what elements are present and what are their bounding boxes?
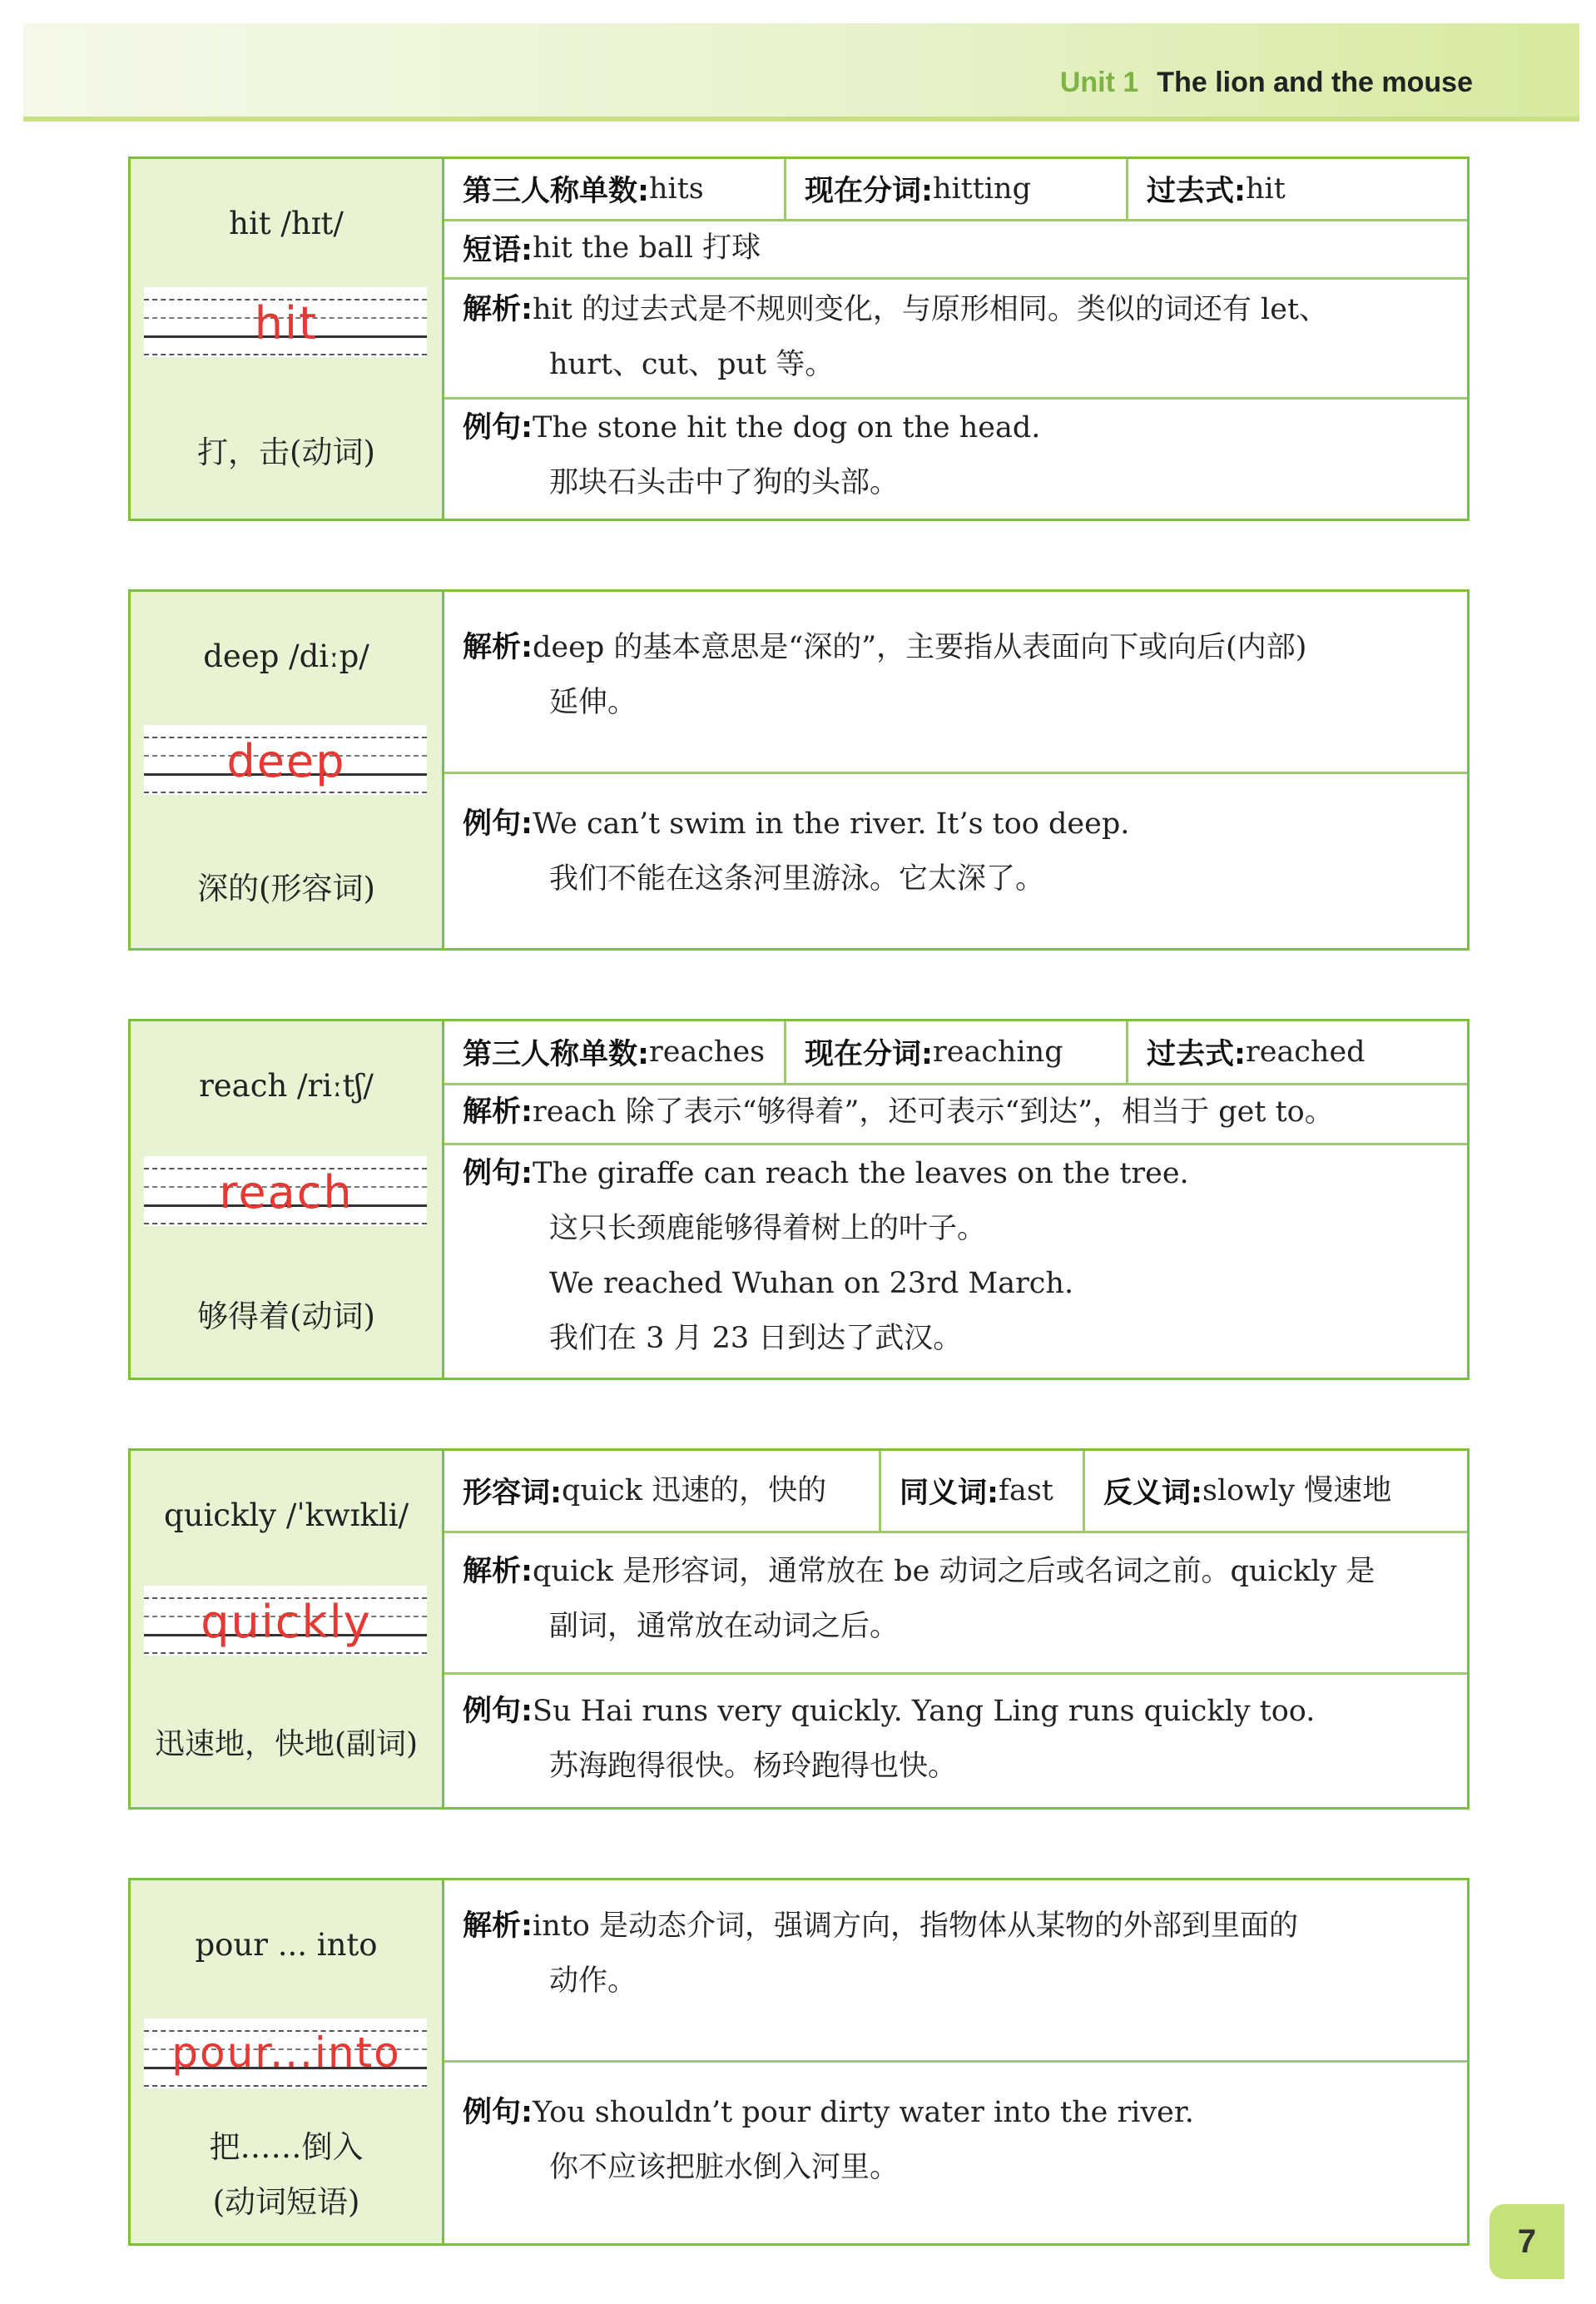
analysis-label: 解析: [463, 293, 533, 326]
word-meaning: 深的(形容词) [197, 871, 375, 906]
word-forms-row [444, 159, 1467, 221]
example-row [444, 1143, 1467, 1373]
form-value: reaches [649, 1035, 766, 1069]
unit-label: Unit 1 [1059, 67, 1139, 98]
handwritten-word: hit [254, 297, 319, 350]
word-card-reach [128, 1019, 1470, 1380]
analysis-text: into 是动态介词，强调方向，指物体从某物的外部到里面的 [533, 1909, 1298, 1943]
form-label: 第三人称单数: [463, 1038, 649, 1071]
analysis-row [444, 1880, 1467, 2063]
analysis-label: 解析: [463, 1095, 533, 1129]
example-row [444, 1672, 1467, 1802]
form-label: 形容词: [463, 1477, 562, 1510]
form-label: 反义词: [1103, 1477, 1202, 1510]
word-panel [131, 592, 444, 948]
example-text: We can’t swim in the river. It’s too deep. [533, 807, 1130, 841]
word-meaning: 迅速地，快地(副词) [154, 1727, 419, 1761]
handwritten-word: deep [226, 735, 346, 787]
example-label: 例句: [463, 1695, 533, 1728]
form-label: 同义词: [900, 1477, 999, 1510]
word-meaning: 够得着(动词) [197, 1298, 375, 1334]
word-card-pour-into [128, 1878, 1470, 2246]
word-panel [131, 1451, 444, 1807]
example-label: 例句: [463, 1157, 533, 1190]
form-value: slowly 慢速地 [1202, 1474, 1392, 1507]
example-label: 例句: [463, 807, 533, 841]
example-text: The stone hit the dog on the head. [533, 411, 1041, 444]
form-label: 过去式: [1147, 175, 1246, 208]
example-text: 那块石头击中了狗的头部。 [549, 466, 900, 499]
header-title [1060, 67, 1473, 99]
form-value: reached [1246, 1035, 1366, 1069]
analysis-row [444, 1531, 1467, 1675]
analysis-text: reach 除了表示“够得着”，还可表示“到达”，相当于 get to。 [533, 1095, 1334, 1129]
analysis-text: deep 的基本意思是“深的”，主要指从表面向下或向后(内部) [533, 631, 1307, 664]
analysis-row [444, 277, 1467, 400]
phrase-label: 短语: [463, 234, 533, 267]
word-card-hit [128, 156, 1470, 521]
word-panel [131, 1021, 444, 1378]
analysis-text: 副词，通常放在动词之后。 [549, 1610, 900, 1643]
form-label: 现在分词: [805, 1038, 933, 1071]
handwritten-word: reach [219, 1166, 354, 1219]
unit-title: The lion and the mouse [1157, 67, 1473, 98]
form-value: reaching [933, 1035, 1063, 1069]
example-row [444, 2060, 1467, 2238]
analysis-text: 延伸。 [549, 686, 637, 719]
word-forms-row [444, 1451, 1467, 1533]
headword: pour ... into [195, 1927, 378, 1963]
example-text: 你不应该把脏水倒入河里。 [549, 2151, 900, 2184]
form-value: hit [1246, 172, 1286, 206]
analysis-text: hurt、cut、put 等。 [549, 348, 835, 381]
analysis-row [444, 1083, 1467, 1145]
example-text: We reached Wuhan on 23rd March. [549, 1267, 1074, 1300]
word-forms-row [444, 1021, 1467, 1085]
form-value: fast [999, 1474, 1053, 1507]
form-value: hitting [933, 172, 1032, 206]
analysis-row [444, 592, 1467, 774]
analysis-label: 解析: [463, 631, 533, 664]
word-panel [131, 1880, 444, 2243]
example-text: 我们在 3 月 23 日到达了武汉。 [549, 1322, 963, 1355]
handwritten-word: quickly [201, 1596, 372, 1648]
form-label: 第三人称单数: [463, 175, 649, 208]
form-value: hits [649, 172, 704, 206]
form-value: quick 迅速的，快的 [562, 1474, 827, 1507]
example-row [444, 397, 1467, 514]
example-text: The giraffe can reach the leaves on the tree. [533, 1157, 1189, 1190]
headword: quickly /ˈkwɪkli/ [163, 1497, 409, 1533]
analysis-label: 解析: [463, 1555, 533, 1588]
word-panel [131, 159, 444, 519]
word-card-deep [128, 589, 1470, 951]
headword: reach /riːtʃ/ [199, 1068, 374, 1104]
analysis-text: quick 是形容词，通常放在 be 动词之后或名词之前。quickly 是 [533, 1555, 1375, 1588]
analysis-text: 动作。 [549, 1964, 637, 1998]
example-text: You shouldn’t pour dirty water into the river. [533, 2096, 1194, 2129]
example-text: Su Hai runs very quickly. Yang Ling runs quickly too. [533, 1695, 1316, 1728]
word-meaning-type: (动词短语) [212, 2184, 360, 2220]
word-card-quickly [128, 1448, 1470, 1810]
form-label: 过去式: [1147, 1038, 1246, 1071]
example-label: 例句: [463, 2096, 533, 2129]
analysis-label: 解析: [463, 1909, 533, 1943]
headword: hit /hɪt/ [229, 206, 344, 241]
example-label: 例句: [463, 411, 533, 444]
page-number: 7 [1489, 2204, 1564, 2279]
example-text: 苏海跑得很快。杨玲跑得也快。 [549, 1750, 958, 1783]
phrase-text: hit the ball 打球 [533, 231, 761, 265]
example-text: 我们不能在这条河里游泳。它太深了。 [549, 862, 1045, 896]
handwritten-word: pour...into [171, 2028, 401, 2077]
analysis-text: hit 的过去式是不规则变化，与原形相同。类似的词还有 let、 [533, 293, 1329, 326]
example-row [444, 772, 1467, 943]
example-text: 这只长颈鹿能够得着树上的叶子。 [549, 1212, 987, 1245]
headword: deep /diːp/ [203, 638, 369, 674]
phrase-row [444, 219, 1467, 280]
form-label: 现在分词: [805, 175, 933, 208]
word-meaning: 打，击(动词) [197, 434, 375, 470]
word-meaning: 把……倒入 [209, 2129, 364, 2165]
